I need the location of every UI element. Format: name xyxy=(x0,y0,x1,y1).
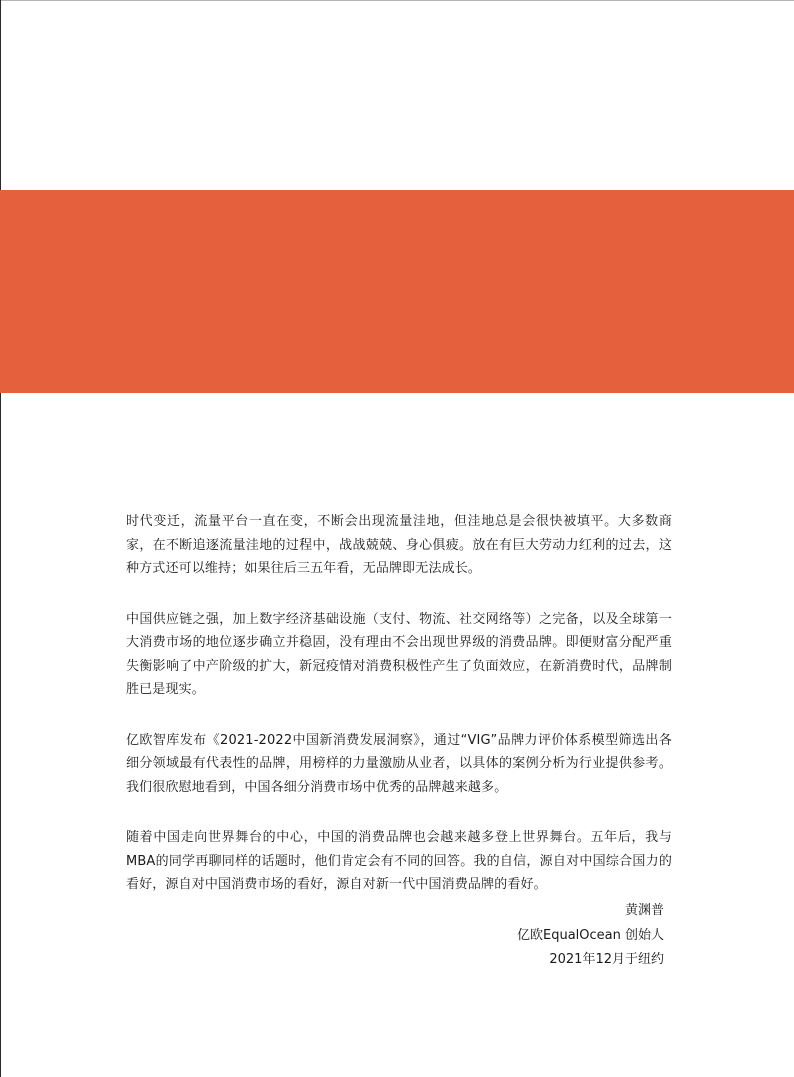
top-border-line xyxy=(0,0,794,1)
orange-header-banner xyxy=(0,190,794,393)
paragraph-3: 亿欧智库发布《2021-2022中国新消费发展洞察》，通过“VIG”品牌力评价体系模型筛选出各细分领域最有代表性的品牌，用榜样的力量激励从业者，以具体的案例分析为行业提供参考。我们很欣慰地看到，中国各细分消费市场中优秀的品牌越来越多。 xyxy=(126,732,672,795)
paragraph-2: 中国供应链之强，加上数字经济基础设施（支付、物流、社交网络等）之完备，以及全球第一大消费市场的地位逐步确立并稳固，没有理由不会出现世界级的消费品牌。即便财富分配严重失衡影响了中产阶级的扩大，新冠疫情对消费积极性产生了负面效应，在新消费时代，品牌制胜已是现实。 xyxy=(126,611,672,697)
paragraph-1: 时代变迁，流量平台一直在变，不断会出现流量洼地，但洼地总是会很快被填平。大多数商家，在不断追逐流量洼地的过程中，战战兢兢、身心俱疲。放在有巨大劳动力红利的过去，这种方式还可以维持；如果往后三五年看，无品牌即无法成长。 xyxy=(126,514,672,576)
author-name: 黄渊普 xyxy=(624,903,664,918)
preface-body xyxy=(126,510,672,924)
left-border-line xyxy=(0,0,1,1077)
author-title: 亿欧EqualOcean 创始人 xyxy=(517,927,664,943)
date-place: 2021年12月于纽约 xyxy=(549,952,664,967)
paragraph-4: 随着中国走向世界舞台的中心，中国的消费品牌也会越来越多登上世界舞台。五年后，我与MBA的同学再聊同样的话题时，他们肯定会有不同的回答。我的自信，源自对中国综合国力的看好，源自对中国消费市场的看好，源自对新一代中国消费品牌的看好。 xyxy=(126,830,672,892)
signature-block xyxy=(517,899,664,973)
